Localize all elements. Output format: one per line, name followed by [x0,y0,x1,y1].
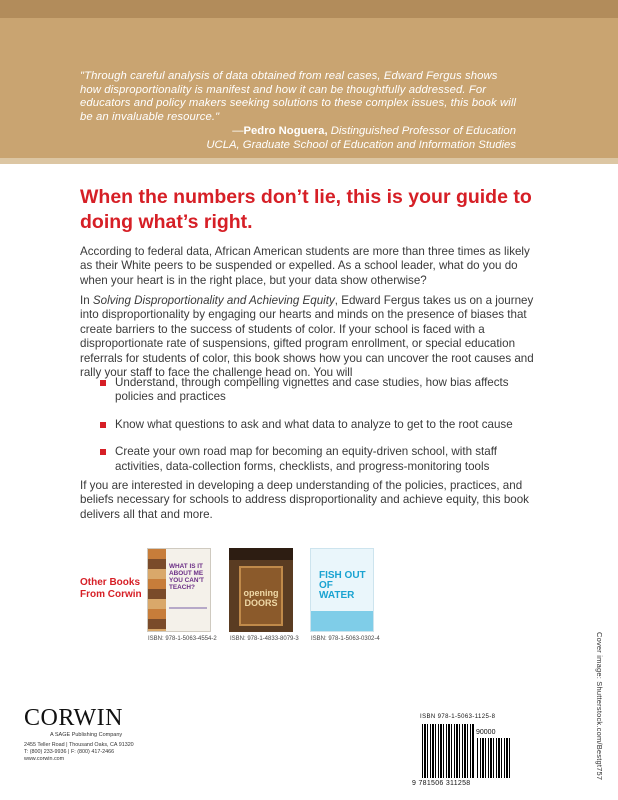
paragraph-1: According to federal data, African American students are more than three times as likely as their White peers to be suspended or expelled. As a school leader, what do you do when your heart is in the right place, but your data show otherwise? [80,245,530,287]
endorser-title: Distinguished Professor of Education [327,125,516,137]
endorsement-attribution [206,125,516,152]
other-books-line-2: From Corwin [80,589,142,600]
barcode-bars-icon [422,724,474,778]
publisher-subline: A SAGE Publishing Company [50,732,123,738]
paragraph-2-pre: In [80,294,93,307]
bullet-square-icon [100,380,106,386]
list-item [100,445,530,474]
book-cover-3 [310,548,374,632]
book-cover-header [229,548,293,560]
top-edge-band [0,0,618,18]
list-item-text: Understand, through compelling vignettes and case studies, how bias affects policies and practices [115,376,509,404]
book-isbn-3: ISBN: 978-1-5063-0302-4 [311,636,380,642]
publisher-address [24,742,174,763]
endorser-name: Pedro Noguera, [243,125,328,137]
quote-band [0,0,618,164]
bullet-square-icon [100,449,106,455]
book-cover-title: FISH OUT OF WATER [319,570,366,601]
list-item-text: Know what questions to ask and what data to analyze to get to the root cause [115,417,513,431]
endorser-affiliation: UCLA, Graduate School of Education and Information Studies [206,138,516,151]
headline: When the numbers don’t lie, this is your guide to doing what’s right. [80,186,532,233]
cover-image-credit: Cover image: Shutterstock.com/Bestgt757 [595,632,604,781]
book-isbn-1: ISBN: 978-1-5063-4554-2 [148,636,217,642]
book-cover-title: opening DOORS [243,588,279,608]
book-cover-2 [229,548,293,632]
attribution-dash: — [232,125,244,137]
list-item [100,376,530,405]
book-cover-divider [169,607,207,609]
list-item [100,418,530,432]
book-cover-1 [147,548,211,632]
bullet-list [100,376,530,487]
barcode-digits: 9 781506 311258 [412,780,471,787]
barcode-isbn: ISBN 978-1-5063-1125-8 [420,714,496,720]
list-item-text: Create your own road map for becoming an equity-driven school, with staff activities, data-collection forms, checklists, and progress-monitoring tools [115,445,497,473]
book-cover-title: WHAT IS IT ABOUT ME YOU CAN'T TEACH? [169,563,204,591]
barcode-addon-bars-icon [477,738,511,778]
water-wave-icon [311,611,374,632]
publisher-logo: CORWIN [24,705,123,731]
paragraph-3: If you are interested in developing a deep understanding of the policies, practices, and beliefs necessary for schools to address disproportionality and achieve equity, this book delivers all that and more. [80,479,529,521]
address-line-1: 2455 Teller Road | Thousand Oaks, CA 91320 [24,742,134,748]
paragraph-2 [80,294,542,380]
book-title: Solving Disproportionality and Achieving Equity [92,294,335,307]
endorsement-quote: "Through careful analysis of data obtained from real cases, Edward Fergus shows how disproportionality is manifest and how it can be thoughtfully addressed. For educators and policy makers seeking solutions to these complex issues, this book will be an invaluable resource." [80,70,517,123]
address-line-3: www.corwin.com [24,756,65,762]
paragraph-2-post: , Edward Fergus takes us on a journey into disproportionality by engaging our hearts and minds on the presence of biases that create barriers to the success of students of color. If your school is faced with a disproportionate rate of suspensions, gifted program enrollment, or special education referrals for students of color, this book shows how you can uncover the root causes and rally your staff to face the challenge head on. You will [80,294,534,380]
book-isbn-2: ISBN: 978-1-4833-8079-3 [230,636,299,642]
address-line-2: T: (800) 233-9936 | F: (800) 417-2466 [24,749,115,755]
barcode-price-code: 90000 [476,729,496,736]
book-cover-photo-strip [148,549,166,631]
bullet-square-icon [100,422,106,428]
other-books-line-1: Other Books [80,577,141,588]
